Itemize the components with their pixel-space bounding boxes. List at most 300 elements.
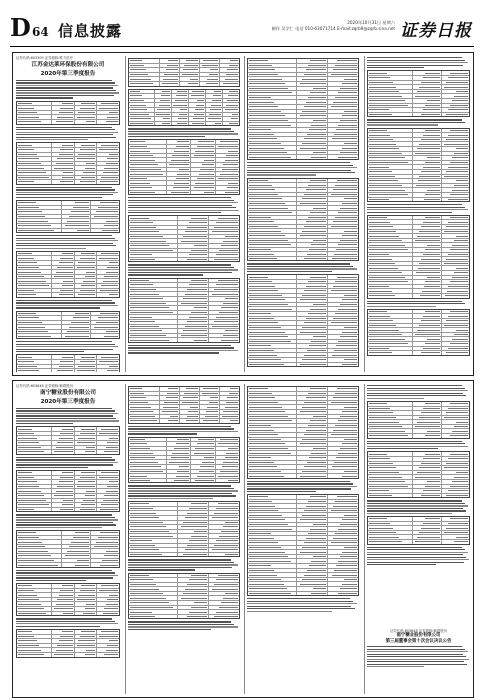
table-cell xyxy=(129,302,178,306)
table-cell xyxy=(328,257,358,261)
table-cell xyxy=(297,587,328,591)
table-cell xyxy=(442,193,470,197)
table-cell xyxy=(442,113,470,117)
table-cell xyxy=(172,103,189,107)
table-cell xyxy=(297,541,328,545)
table-cell xyxy=(248,550,297,554)
text-line xyxy=(128,345,231,346)
table-cell xyxy=(75,485,98,489)
table-cell xyxy=(328,532,358,536)
table-cell xyxy=(297,442,328,446)
table-cell xyxy=(216,177,239,181)
table-cell xyxy=(129,230,178,234)
table-cell xyxy=(248,155,297,159)
table-cell xyxy=(248,216,297,220)
table-cell xyxy=(97,180,119,184)
table-cell xyxy=(248,220,297,224)
table-cell xyxy=(17,369,52,372)
table-cell xyxy=(129,592,178,596)
table-cell xyxy=(17,598,52,602)
text-line xyxy=(367,60,465,61)
table-cell xyxy=(17,644,52,648)
table-cell xyxy=(248,114,297,118)
text-line xyxy=(16,194,113,195)
table-row xyxy=(248,363,358,367)
table-cell xyxy=(75,593,98,597)
table-cell xyxy=(17,201,62,205)
table-cell xyxy=(129,534,178,538)
table-cell xyxy=(442,526,470,530)
table-cell xyxy=(17,279,52,283)
table-cell xyxy=(75,450,98,454)
table-cell xyxy=(52,584,75,588)
table-cell xyxy=(52,162,75,166)
table-cell xyxy=(75,432,98,436)
data-table xyxy=(367,215,470,299)
table-cell xyxy=(442,522,470,526)
table-cell xyxy=(75,176,98,180)
table-cell xyxy=(178,338,209,342)
table-cell xyxy=(129,239,178,243)
table-cell xyxy=(248,392,297,396)
table-cell xyxy=(442,188,470,192)
newspaper-logo: 证券日报 xyxy=(400,21,472,41)
table-cell xyxy=(368,535,413,539)
table-cell xyxy=(17,330,62,334)
table-cell xyxy=(328,405,358,409)
table-row xyxy=(368,434,469,438)
table-cell xyxy=(97,162,119,166)
top-half-panel xyxy=(12,52,474,376)
text-line xyxy=(367,67,424,68)
text-line xyxy=(16,410,115,411)
table-cell xyxy=(191,474,215,478)
table-cell xyxy=(97,635,119,639)
table-cell xyxy=(129,442,167,446)
table-cell xyxy=(442,170,470,174)
table-cell xyxy=(200,392,220,396)
table-cell xyxy=(75,503,98,507)
table-cell xyxy=(160,73,180,77)
table-cell xyxy=(209,320,239,324)
table-cell xyxy=(75,153,98,157)
table-cell xyxy=(129,419,160,423)
table-cell xyxy=(297,401,328,405)
table-cell xyxy=(17,206,62,210)
table-cell xyxy=(97,446,119,450)
table-cell xyxy=(248,179,297,183)
text-line xyxy=(128,269,238,270)
table-cell xyxy=(328,442,358,446)
table-cell xyxy=(216,145,239,149)
table-cell xyxy=(328,91,358,95)
text-line xyxy=(16,248,86,249)
table-cell xyxy=(52,630,75,634)
table-cell xyxy=(97,355,119,359)
table-cell xyxy=(297,110,328,114)
table-cell xyxy=(328,349,358,353)
text-line xyxy=(367,57,462,58)
table-cell xyxy=(160,396,180,400)
table-cell xyxy=(160,392,180,396)
table-cell xyxy=(91,215,119,219)
table-cell xyxy=(297,363,328,367)
table-cell xyxy=(97,166,119,170)
table-cell xyxy=(297,275,328,279)
table-cell xyxy=(52,436,75,440)
table-cell xyxy=(216,172,239,176)
table-cell xyxy=(328,344,358,348)
table-cell xyxy=(216,186,239,190)
table-cell xyxy=(178,216,209,220)
text-line xyxy=(128,626,238,627)
table-cell xyxy=(328,128,358,132)
table-cell xyxy=(248,358,297,362)
table-cell xyxy=(97,279,119,283)
table-cell xyxy=(178,306,209,310)
table-cell xyxy=(17,441,52,445)
table-cell xyxy=(62,210,91,214)
body-text-block xyxy=(247,386,359,612)
table-cell xyxy=(248,289,297,293)
table-cell xyxy=(413,471,442,475)
table-cell xyxy=(178,320,209,324)
table-cell xyxy=(328,461,358,465)
table-cell xyxy=(248,197,297,201)
table-cell xyxy=(129,253,178,257)
table-cell xyxy=(97,450,119,454)
table-cell xyxy=(129,226,178,230)
table-cell xyxy=(129,511,178,515)
text-line xyxy=(128,621,231,622)
table-cell xyxy=(248,252,297,256)
table-cell xyxy=(129,578,178,582)
table-cell xyxy=(167,172,191,176)
table-row xyxy=(17,180,119,184)
table-cell xyxy=(328,133,358,137)
table-cell xyxy=(206,94,223,98)
table-cell xyxy=(297,68,328,72)
table-cell xyxy=(368,99,413,103)
table-cell xyxy=(248,330,297,334)
table-cell xyxy=(413,310,442,314)
table-cell xyxy=(160,405,180,409)
table-cell xyxy=(129,117,155,121)
table-cell xyxy=(209,297,239,301)
table-cell xyxy=(97,148,119,152)
table-cell xyxy=(216,465,239,469)
table-cell xyxy=(97,143,119,147)
table-cell xyxy=(297,239,328,243)
table-cell xyxy=(413,193,442,197)
table-cell xyxy=(129,283,178,287)
table-cell xyxy=(368,71,413,75)
table-cell xyxy=(167,456,191,460)
table-cell xyxy=(297,105,328,109)
table-cell xyxy=(17,166,52,170)
table-cell xyxy=(97,270,119,274)
table-cell xyxy=(62,312,91,316)
table-cell xyxy=(62,215,91,219)
text-line xyxy=(16,137,116,138)
table-cell xyxy=(248,523,297,527)
table-cell xyxy=(328,401,358,405)
table-cell xyxy=(328,151,358,155)
bottom-col-2 xyxy=(128,384,240,694)
table-cell xyxy=(180,401,200,405)
table-cell xyxy=(248,100,297,104)
table-cell xyxy=(442,434,470,438)
data-table xyxy=(16,354,120,372)
table-cell xyxy=(17,321,62,325)
table-cell xyxy=(368,475,413,479)
table-cell xyxy=(328,509,358,513)
table-cell xyxy=(129,82,160,86)
text-line xyxy=(367,654,463,655)
table-cell xyxy=(17,270,52,274)
table-cell xyxy=(178,239,209,243)
table-cell xyxy=(129,258,178,262)
table-cell xyxy=(129,216,178,220)
table-cell xyxy=(52,355,75,359)
data-table xyxy=(128,58,240,87)
table-cell xyxy=(209,511,239,515)
table-cell xyxy=(328,179,358,183)
table-cell xyxy=(368,280,413,284)
table-cell xyxy=(209,338,239,342)
text-line xyxy=(16,415,113,416)
text-line xyxy=(16,305,118,306)
table-cell xyxy=(368,522,413,526)
table-cell xyxy=(52,441,75,445)
table-cell xyxy=(413,220,442,224)
table-cell xyxy=(328,396,358,400)
table-cell xyxy=(413,416,442,420)
footer-stock-code: 证券代码:603648 证券简称:畅联股份 xyxy=(390,629,447,633)
table-cell xyxy=(129,438,167,442)
table-cell xyxy=(413,280,442,284)
table-cell xyxy=(297,73,328,77)
table-cell xyxy=(297,419,328,423)
table-cell xyxy=(129,64,160,68)
table-cell xyxy=(91,554,119,558)
text-line xyxy=(367,651,468,652)
table-cell xyxy=(248,344,297,348)
table-cell xyxy=(17,584,52,588)
text-line xyxy=(16,423,73,424)
table-cell xyxy=(97,630,119,634)
table-cell xyxy=(180,68,200,72)
table-cell xyxy=(442,90,470,94)
table-cell xyxy=(97,261,119,265)
table-cell xyxy=(178,230,209,234)
text-line xyxy=(16,87,113,88)
data-table xyxy=(128,278,240,343)
table-cell xyxy=(209,502,239,506)
table-cell xyxy=(220,59,239,63)
table-cell xyxy=(167,158,191,162)
table-cell xyxy=(248,587,297,591)
table-cell xyxy=(297,470,328,474)
table-cell xyxy=(178,315,209,319)
table-cell xyxy=(248,428,297,432)
table-cell xyxy=(297,396,328,400)
table-cell xyxy=(297,114,328,118)
table-cell xyxy=(442,133,470,137)
table-cell xyxy=(167,149,191,153)
table-cell xyxy=(248,438,297,442)
text-line xyxy=(16,462,118,463)
table-row xyxy=(248,592,358,596)
table-cell xyxy=(209,544,239,548)
table-cell xyxy=(17,602,52,606)
table-cell xyxy=(191,442,215,446)
table-cell xyxy=(297,91,328,95)
table-cell xyxy=(442,216,470,220)
text-line xyxy=(247,483,353,484)
table-row xyxy=(368,294,469,298)
table-cell xyxy=(328,564,358,568)
table-cell xyxy=(297,555,328,559)
table-cell xyxy=(368,457,413,461)
table-cell xyxy=(75,584,98,588)
text-line xyxy=(367,209,468,210)
table-cell xyxy=(129,325,178,329)
table-cell xyxy=(129,456,167,460)
table-cell xyxy=(328,239,358,243)
table-cell xyxy=(442,310,470,314)
table-cell xyxy=(52,289,75,293)
table-cell xyxy=(297,197,328,201)
text-line xyxy=(367,62,468,63)
table-cell xyxy=(442,104,470,108)
text-line xyxy=(247,266,353,267)
table-cell xyxy=(413,216,442,220)
table-cell xyxy=(216,451,239,455)
table-cell xyxy=(368,531,413,535)
table-cell xyxy=(52,607,75,611)
text-line xyxy=(16,467,88,468)
table-cell xyxy=(216,154,239,158)
table-cell xyxy=(368,526,413,530)
text-line xyxy=(16,575,118,576)
table-cell xyxy=(52,639,75,643)
table-cell xyxy=(17,635,52,639)
table-cell xyxy=(97,476,119,480)
data-table xyxy=(128,501,240,557)
table-cell xyxy=(413,248,442,252)
data-table xyxy=(367,70,470,117)
table-cell xyxy=(413,99,442,103)
table-cell xyxy=(216,447,239,451)
table-cell xyxy=(216,181,239,185)
table-cell xyxy=(178,244,209,248)
table-cell xyxy=(442,342,470,346)
table-cell xyxy=(297,513,328,517)
table-cell xyxy=(52,593,75,597)
table-cell xyxy=(52,653,75,657)
text-line xyxy=(16,97,73,98)
table-cell xyxy=(52,360,75,364)
table-cell xyxy=(17,224,62,228)
table-cell xyxy=(75,355,98,359)
text-line xyxy=(16,245,116,246)
table-cell xyxy=(297,474,328,478)
table-cell xyxy=(129,610,178,614)
table-cell xyxy=(368,129,413,133)
table-cell xyxy=(413,234,442,238)
table-cell xyxy=(368,420,413,424)
table-cell xyxy=(442,71,470,75)
table-cell xyxy=(17,284,52,288)
text-line xyxy=(16,189,115,190)
text-line xyxy=(128,559,231,560)
table-cell xyxy=(129,516,178,520)
table-cell xyxy=(413,425,442,429)
table-cell xyxy=(297,234,328,238)
bottom-col-1 xyxy=(16,384,120,694)
table-cell xyxy=(297,280,328,284)
table-row xyxy=(17,653,119,657)
table-cell xyxy=(220,64,239,68)
table-cell xyxy=(129,140,167,144)
table-cell xyxy=(328,96,358,100)
table-cell xyxy=(129,297,178,301)
data-table xyxy=(128,89,240,127)
table-cell xyxy=(17,102,52,106)
text-line xyxy=(128,495,236,496)
table-cell xyxy=(413,138,442,142)
table-cell xyxy=(216,470,239,474)
table-cell xyxy=(368,230,413,234)
table-cell xyxy=(442,142,470,146)
table-cell xyxy=(129,108,155,112)
table-cell xyxy=(52,180,75,184)
text-line xyxy=(367,559,469,560)
table-cell xyxy=(155,90,172,94)
text-line xyxy=(247,603,357,604)
table-cell xyxy=(178,539,209,543)
table-cell xyxy=(129,315,178,319)
table-row xyxy=(368,198,469,202)
table-cell xyxy=(129,90,155,94)
table-row xyxy=(17,369,119,372)
data-table xyxy=(16,200,120,233)
text-line xyxy=(367,443,465,444)
table-cell xyxy=(413,540,442,544)
table-cell xyxy=(413,198,442,202)
table-cell xyxy=(328,428,358,432)
table-cell xyxy=(191,168,215,172)
table-cell xyxy=(328,183,358,187)
table-cell xyxy=(180,405,200,409)
table-cell xyxy=(248,128,297,132)
text-line xyxy=(367,207,465,208)
table-cell xyxy=(178,601,209,605)
table-cell xyxy=(442,285,470,289)
table-row xyxy=(248,155,358,159)
table-cell xyxy=(200,405,220,409)
table-cell xyxy=(52,261,75,265)
table-cell xyxy=(129,221,178,225)
table-cell xyxy=(129,405,160,409)
table-cell xyxy=(180,419,200,423)
table-cell xyxy=(167,447,191,451)
table-cell xyxy=(297,303,328,307)
text-line xyxy=(128,197,231,198)
table-cell xyxy=(167,438,191,442)
table-cell xyxy=(368,179,413,183)
